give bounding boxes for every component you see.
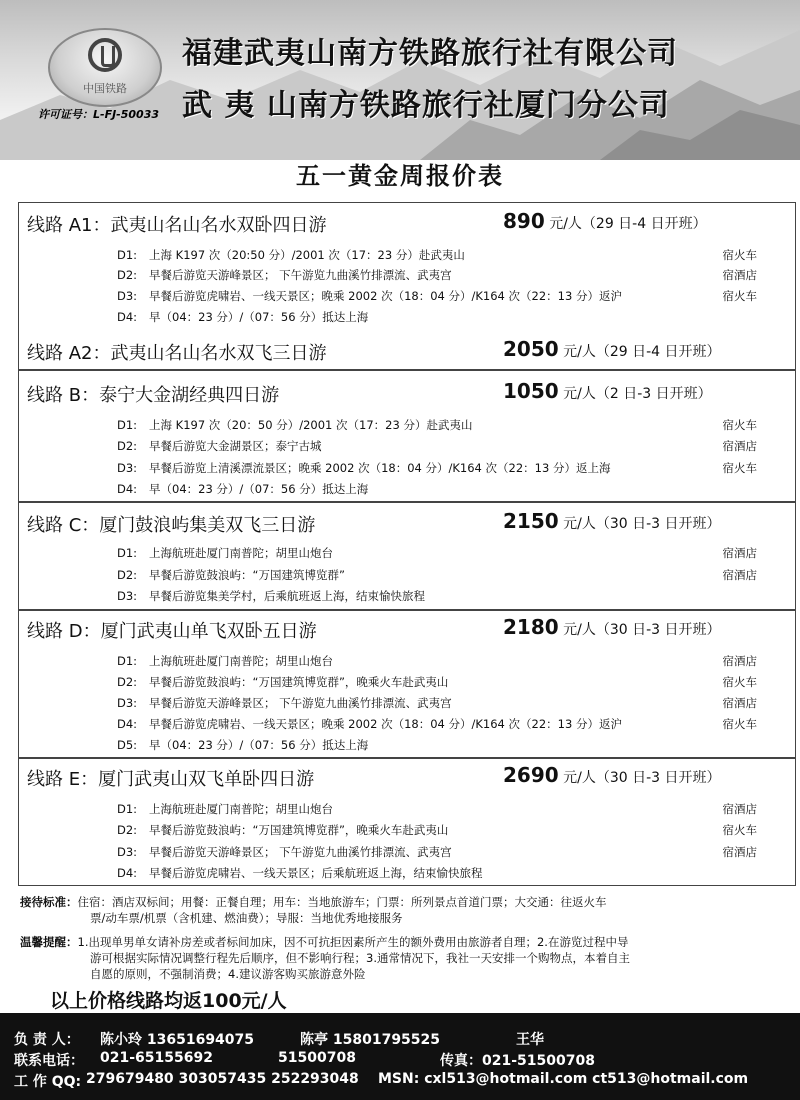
day-code: D3: <box>117 461 138 475</box>
day-text: 上海航班赴厦门南普陀；胡里山炮台 <box>149 802 333 816</box>
footer-label: 工 作 QQ: <box>14 1074 82 1090</box>
day-stay: 宿酒店 <box>722 696 757 710</box>
day-stay: 宿酒店 <box>722 439 757 453</box>
price-value: 2050 <box>503 337 559 361</box>
day-code: D3: <box>117 696 138 710</box>
route-name: 线路 D：厦门武夷山单飞双卧五日游 <box>27 621 317 642</box>
route-box-d <box>18 610 796 758</box>
departure-dates: （30 日-3 日开班） <box>595 770 721 786</box>
itinerary-day <box>117 716 757 736</box>
price-value: 2690 <box>503 763 559 787</box>
day-text: 早餐后游览上清溪漂流景区；晚乘 2002 次（18：04 分）/K164 次（22：13 分）返上海 <box>149 461 611 475</box>
itinerary-day <box>117 438 757 458</box>
day-code: D2: <box>117 268 138 282</box>
day-text: 上海 K197 次（20:50 分）/2001 次（17：23 分）赴武夷山 <box>149 248 465 262</box>
standards-line-1 <box>20 894 780 910</box>
price-value: 890 <box>503 209 545 233</box>
manager-2: 陈亭 15801795525 <box>300 1032 441 1048</box>
itinerary-day <box>117 865 757 885</box>
day-code: D2: <box>117 823 138 837</box>
day-code: D5: <box>117 738 138 752</box>
day-stay: 宿酒店 <box>722 802 757 816</box>
itinerary-day <box>117 417 757 437</box>
route-box-a <box>18 202 796 370</box>
route-price <box>503 379 712 403</box>
itinerary-day <box>117 674 757 694</box>
price-unit: 元/人 <box>549 216 582 232</box>
itinerary-day <box>117 247 757 267</box>
standards-line-2: 票/动车票/机票（含机建、燃油费）；导服：当地优秀地接服务 <box>90 911 403 925</box>
day-text: 上海航班赴厦门南普陀；胡里山炮台 <box>149 654 333 668</box>
day-stay: 宿火车 <box>722 418 757 432</box>
day-text: 早餐后游览大金湖景区；泰宁古城 <box>149 439 322 453</box>
route-e <box>27 765 787 793</box>
service-standards <box>20 894 780 926</box>
day-stay: 宿酒店 <box>722 654 757 668</box>
day-text: 早餐后游览虎啸岩、一线天景区；晚乘 2002 次（18：04 分）/K164 次（22：13 分）返沪 <box>149 289 622 303</box>
tips-text-1: 1.出现单男单女请补房差或者标间加床，因不可抗拒因素所产生的额外费用由旅游者自理；2.在游览过程中导 <box>77 935 629 949</box>
day-text: 早餐后游览鼓浪屿：“万国建筑博览群”，晚乘火车赴武夷山 <box>149 675 449 689</box>
day-stay: 宿酒店 <box>722 546 757 560</box>
price-value: 1050 <box>503 379 559 403</box>
day-stay: 宿酒店 <box>722 268 757 282</box>
day-text: 上海航班赴厦门南普陀；胡里山炮台 <box>149 546 333 560</box>
day-code: D4: <box>117 866 138 880</box>
railway-icon <box>88 38 122 72</box>
route-a2 <box>27 339 787 367</box>
license-number: 许可证号：L-FJ-50033 <box>38 108 160 121</box>
day-stay: 宿火车 <box>722 248 757 262</box>
route-name: 线路 E：厦门武夷山双飞单卧四日游 <box>27 769 315 790</box>
day-code: D1: <box>117 248 138 262</box>
itinerary-day <box>117 309 757 329</box>
railway-logo <box>48 28 162 107</box>
day-stay: 宿火车 <box>722 461 757 475</box>
departure-dates: （29 日-4 日开班） <box>595 344 721 360</box>
fax: 传真：021-51500708 <box>440 1053 595 1069</box>
day-stay: 宿酒店 <box>722 568 757 582</box>
qq-numbers: 279679480 303057435 252293048 <box>86 1071 359 1087</box>
departure-dates: （30 日-3 日开班） <box>595 622 721 638</box>
price-unit: 元/人 <box>563 516 596 532</box>
route-name: 线路 C：厦门鼓浪屿集美双飞三日游 <box>27 515 316 536</box>
day-text: 早餐后游览天游峰景区； 下午游览九曲溪竹排漂流、武夷宫 <box>149 696 452 710</box>
itinerary-day <box>117 545 757 565</box>
route-box-e <box>18 758 796 886</box>
itinerary-day <box>117 288 757 308</box>
day-code: D4: <box>117 717 138 731</box>
itinerary-day <box>117 460 757 480</box>
itinerary-day <box>117 844 757 864</box>
itinerary-day <box>117 567 757 587</box>
company-name-branch: 武 夷 山南方铁路旅行社厦门分公司 <box>182 88 670 123</box>
day-text: 早餐后游览集美学村，后乘航班返上海，结束愉快旅程 <box>149 589 425 603</box>
route-name: 线路 A2：武夷山名山名水双飞三日游 <box>27 343 327 364</box>
footer-label: 负 责 人： <box>14 1032 80 1048</box>
contact-footer <box>0 1013 800 1100</box>
departure-dates: （29 日-4 日开班） <box>581 216 707 232</box>
day-code: D4: <box>117 310 138 324</box>
day-text: 早（04：23 分）/（07：56 分）抵达上海 <box>149 738 369 752</box>
tips-line-2: 游可根据实际情况调整行程先后顺序，但不影响行程；3.通常情况下，我社一天安排一个购物点，本着自主 <box>90 951 630 965</box>
price-value: 2180 <box>503 615 559 639</box>
day-stay: 宿火车 <box>722 289 757 303</box>
itinerary-day <box>117 653 757 673</box>
itinerary-day <box>117 695 757 715</box>
day-code: D3: <box>117 845 138 859</box>
day-stay: 宿火车 <box>722 717 757 731</box>
day-text: 早餐后游览天游峰景区； 下午游览九曲溪竹排漂流、武夷宫 <box>149 268 452 282</box>
route-a1 <box>27 211 787 239</box>
route-price <box>503 615 721 639</box>
route-b <box>27 381 787 409</box>
rebate-note: 以上价格线路均返100元/人 <box>50 990 287 1012</box>
departure-dates: （30 日-3 日开班） <box>595 516 721 532</box>
day-code: D1: <box>117 546 138 560</box>
day-stay: 宿火车 <box>722 675 757 689</box>
itinerary-day <box>117 588 757 608</box>
price-value: 2150 <box>503 509 559 533</box>
day-text: 早餐后游览天游峰景区； 下午游览九曲溪竹排漂流、武夷宫 <box>149 845 452 859</box>
day-code: D3: <box>117 589 138 603</box>
manager-1: 陈小玲 13651694075 <box>100 1032 255 1048</box>
itinerary-day <box>117 801 757 821</box>
price-unit: 元/人 <box>563 622 596 638</box>
standards-label: 接待标准： <box>20 895 78 909</box>
day-text: 早（04：23 分）/（07：56 分）抵达上海 <box>149 482 369 496</box>
departure-dates: （2 日-3 日开班） <box>595 386 712 402</box>
phone-2: 51500708 <box>278 1050 356 1066</box>
reminders <box>20 934 784 982</box>
itinerary-day <box>117 737 757 757</box>
price-unit: 元/人 <box>563 386 596 402</box>
itinerary-day <box>117 822 757 842</box>
day-code: D2: <box>117 439 138 453</box>
day-code: D2: <box>117 675 138 689</box>
tips-line-3: 自愿的原则，不强制消费；4.建议游客购买旅游意外险 <box>90 967 366 981</box>
route-name: 线路 B：泰宁大金湖经典四日游 <box>27 385 280 406</box>
day-text: 早餐后游览虎啸岩、一线天景区；后乘航班返上海，结束愉快旅程 <box>149 866 483 880</box>
route-price <box>503 209 707 233</box>
route-box-b <box>18 370 796 502</box>
route-name: 线路 A1：武夷山名山名水双卧四日游 <box>27 215 327 236</box>
day-text: 早餐后游览鼓浪屿：“万国建筑博览群” <box>149 568 345 582</box>
day-code: D2: <box>117 568 138 582</box>
standards-text-1: 住宿：酒店双标间；用餐：正餐自理；用车：当地旅游车；门票：所列景点首道门票；大交通：往返火车 <box>77 895 607 909</box>
price-unit: 元/人 <box>563 770 596 786</box>
tips-line-1 <box>20 934 784 950</box>
msn-accounts: MSN: cxl513@hotmail.com ct513@hotmail.com <box>378 1071 749 1087</box>
route-price <box>503 337 721 361</box>
day-code: D4: <box>117 482 138 496</box>
page-header <box>0 0 800 160</box>
company-name-primary: 福建武夷山南方铁路旅行社有限公司 <box>182 36 678 71</box>
day-text: 早餐后游览虎啸岩、一线天景区；晚乘 2002 次（18：04 分）/K164 次（22：13 分）返沪 <box>149 717 622 731</box>
route-d <box>27 617 787 645</box>
day-text: 早餐后游览鼓浪屿：“万国建筑博览群”，晚乘火车赴武夷山 <box>149 823 449 837</box>
manager-3: 王华 <box>516 1032 544 1048</box>
route-c <box>27 511 787 539</box>
footer-label: 联系电话： <box>14 1053 84 1069</box>
itinerary-day <box>117 481 757 501</box>
day-stay: 宿火车 <box>722 823 757 837</box>
day-code: D1: <box>117 418 138 432</box>
day-text: 上海 K197 次（20：50 分）/2001 次（17：23 分）赴武夷山 <box>149 418 473 432</box>
itinerary-day <box>117 267 757 287</box>
day-code: D3: <box>117 289 138 303</box>
day-text: 早（04：23 分）/（07：56 分）抵达上海 <box>149 310 369 324</box>
price-unit: 元/人 <box>563 344 596 360</box>
route-price <box>503 763 721 787</box>
tips-label: 温馨提醒： <box>20 935 78 949</box>
day-stay: 宿酒店 <box>722 845 757 859</box>
route-price <box>503 509 721 533</box>
route-box-c <box>18 502 796 610</box>
phone-1: 021-65155692 <box>100 1050 213 1066</box>
day-code: D1: <box>117 654 138 668</box>
logo-text: 中国铁路 <box>83 82 127 95</box>
page-title: 五一黄金周报价表 <box>296 162 504 190</box>
day-code: D1: <box>117 802 138 816</box>
